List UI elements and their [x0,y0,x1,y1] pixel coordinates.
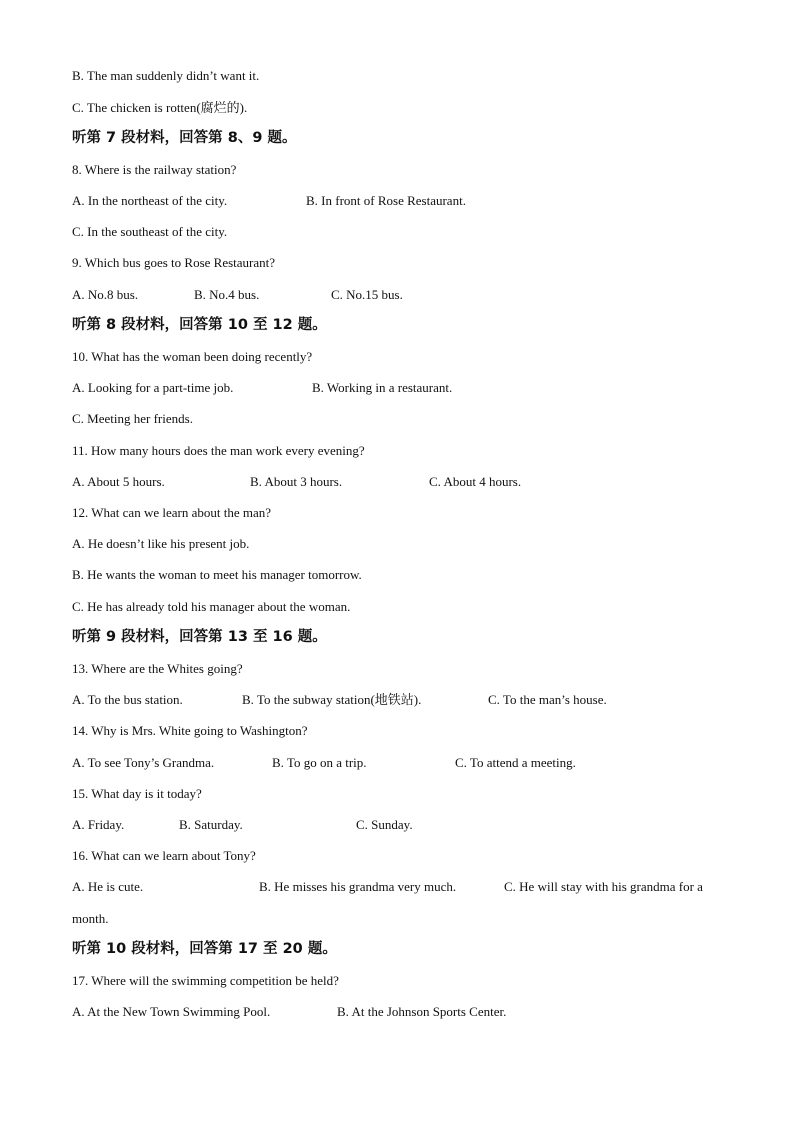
section-heading: 听第 10 段材料，回答第 17 至 20 题。 [72,941,337,957]
option-a: A. To the bus station. [72,692,183,707]
option-a: A. Friday. [72,817,125,832]
question-text: 15. What day is it today? [72,786,202,801]
question-text: 13. Where are the Whites going? [72,661,243,676]
section-heading: 听第 8 段材料，回答第 10 至 12 题。 [72,317,327,333]
question-text: 11. How many hours does the man work every evening? [72,443,365,458]
option-c-continuation: month. [72,911,109,926]
option-a: A. Looking for a part-time job. [72,380,234,395]
option-a: A. He doesn’t like his present job. [72,536,250,551]
option-b: B. In front of Rose Restaurant. [306,193,466,208]
option-c: C. About 4 hours. [429,474,522,489]
option-c: C. To the man’s house. [488,692,607,707]
option-b: B. No.4 bus. [194,287,260,302]
option-c: C. To attend a meeting. [455,755,576,770]
question-text: 17. Where will the swimming competition be held? [72,973,339,988]
question-text: 16. What can we learn about Tony? [72,848,256,863]
question-text: 10. What has the woman been doing recently? [72,349,313,364]
option-c: C. He has already told his manager about the woman. [72,599,351,614]
option-b: B. About 3 hours. [250,474,343,489]
section-heading: 听第 7 段材料，回答第 8、9 题。 [72,130,297,146]
option-a: A. At the New Town Swimming Pool. [72,1004,271,1019]
option-c: C. Meeting her friends. [72,411,193,426]
option-text: B. The man suddenly didn’t want it. [72,68,260,83]
option-text: C. The chicken is rotten(腐烂的). [72,100,248,115]
option-b: B. He wants the woman to meet his manager tomorrow. [72,567,362,582]
section-heading: 听第 9 段材料，回答第 13 至 16 题。 [72,629,327,645]
option-b: B. To go on a trip. [272,755,367,770]
option-b: B. To the subway station(地铁站). [242,692,422,707]
question-text: 12. What can we learn about the man? [72,505,272,520]
option-a: A. About 5 hours. [72,474,165,489]
question-text: 8. Where is the railway station? [72,162,237,177]
option-b: B. At the Johnson Sports Center. [337,1004,507,1019]
option-a: A. In the northeast of the city. [72,193,228,208]
option-b: B. He misses his grandma very much. [259,879,457,894]
option-c: C. Sunday. [356,817,413,832]
option-c: C. No.15 bus. [331,287,403,302]
option-a: A. No.8 bus. [72,287,139,302]
option-c: C. He will stay with his grandma for a [504,879,703,894]
option-c: C. In the southeast of the city. [72,224,228,239]
question-text: 9. Which bus goes to Rose Restaurant? [72,255,276,270]
question-text: 14. Why is Mrs. White going to Washington? [72,723,308,738]
option-b: B. Saturday. [179,817,243,832]
option-a: A. He is cute. [72,879,144,894]
option-a: A. To see Tony’s Grandma. [72,755,215,770]
option-b: B. Working in a restaurant. [312,380,453,395]
